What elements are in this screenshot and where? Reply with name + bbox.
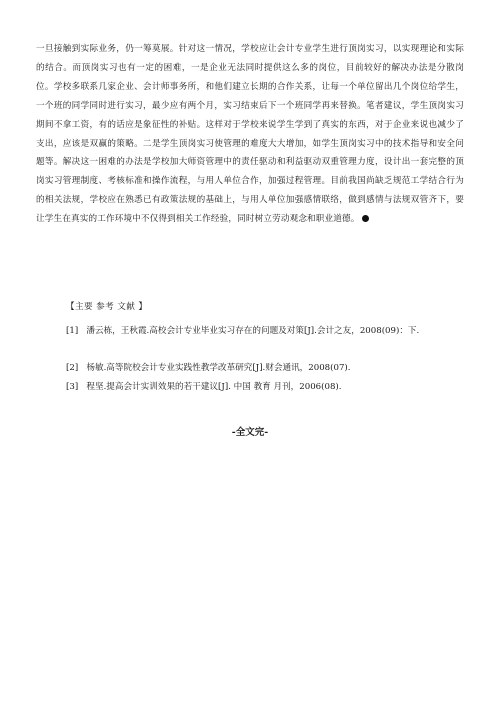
end-of-article-bullet-icon	[362, 215, 369, 222]
reference-number: [1]	[66, 326, 79, 336]
reference-item-3	[36, 378, 464, 396]
reference-text: 杨敏.高等院校会计专业实践性教学改革研究[J].财会通讯，2008(07).	[86, 363, 351, 373]
reference-number: [3]	[66, 382, 79, 392]
reference-item-2	[36, 359, 464, 377]
reference-text: 潘云栋，王秋霞.高校会计专业毕业实习存在的问题及对策[J].会计之友，2008(09)：下.	[86, 326, 420, 336]
body-paragraph-text: 一旦接触到实际业务，仍一筹莫展。针对这一情况，学校应让会计专业学生进行顶岗实习，以实现理论和实际的结合。而顶岗实习也有一定的困难，一是企业无法同时提供这么多的岗位，目前较好的解决办法是分散岗位。学校多联系几家企业、会计师事务所，和他们建立长期的合作关系，让每一个单位留出几个岗位给学生，一个班的同学同时进行实习，最少应有两个月，实习结束后下一个班同学再来替换。笔者建议，学生顶岗实习期间不拿工资，有的话应是象征性的补贴。这样对于学校来说学生学到了真实的东西，对于企业来说也减少了支出，应该是双赢的策略。二是学生顶岗实习使管理的难度大大增加，如学生顶岗实习中的技术指导和安全问题等。解决这一困难的办法是学校加大师资管理中的责任驱动和利益驱动双重管理力度，设计出一套完整的顶岗实习管理制度、考核标准和操作流程，与用人单位合作，加强过程管理。目前我国尚缺乏规范工学结合行为的相关法规，学校应在熟悉已有政策法规的基础上，与用人单位加强感情联络，做到感情与法规双管齐下，要让学生在真实的工作环境中不仅得到相关工作经验，同时树立劳动观念和职业道德。	[36, 44, 464, 225]
body-paragraph	[36, 40, 464, 229]
end-of-document-marker: -全文完-	[231, 427, 269, 438]
reference-text: 程坚.提高会计实训效果的若干建议[J]. 中国 教育 月刊，2006(08).	[86, 382, 342, 392]
reference-number: [2]	[66, 363, 79, 373]
references-heading: 【主要 参考 文献 】	[66, 302, 148, 312]
reference-item-1	[36, 322, 464, 340]
